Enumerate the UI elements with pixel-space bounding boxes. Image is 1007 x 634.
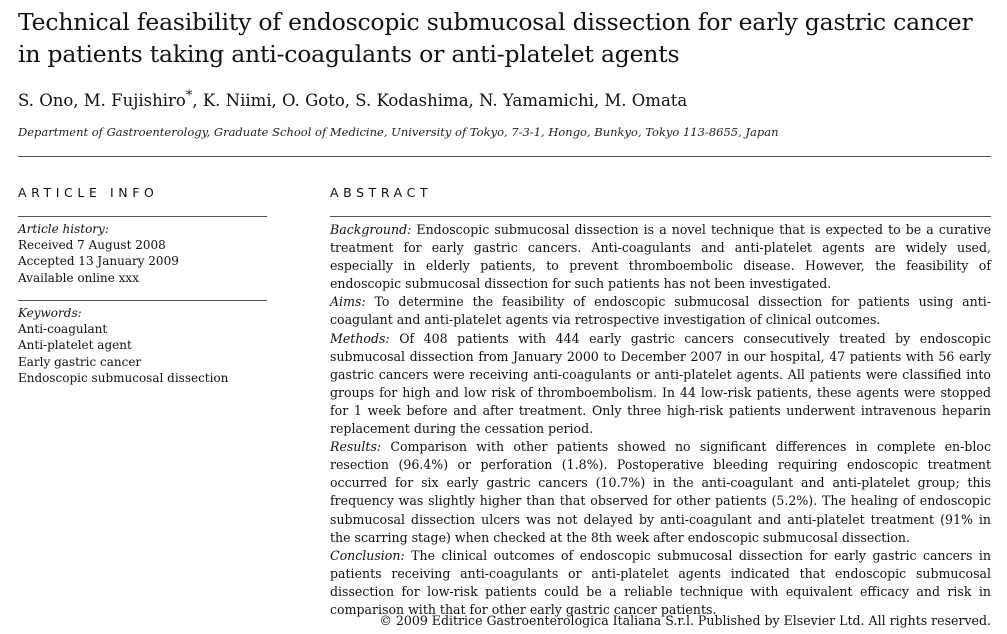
affiliation: Department of Gastroenterology, Graduate School of Medicine, University of Tokyo, 7-3-1, Hongo, Bunkyo, Tokyo 113-8655, Japan [18, 125, 779, 139]
abstract-conclusion-label: Conclusion: [330, 547, 405, 563]
abstract-aims [330, 293, 991, 329]
abstract-heading: ABSTRACT [330, 185, 433, 200]
abstract-aims-text: To determine the feasibility of endoscopic submucosal dissection for patients using anti-coagulant and anti-platelet agents via retrospective investigation of clinical outcomes. [330, 294, 991, 328]
authors-before-star: S. Ono, M. Fujishiro [18, 91, 186, 110]
abstract-background-label: Background: [330, 222, 412, 237]
abstract-conclusion [330, 547, 991, 619]
history-available-online: Available online xxx [18, 270, 139, 285]
keyword-item: Anti-coagulant [18, 322, 108, 337]
abstract-methods [330, 330, 991, 439]
article-history-label: Article history: [18, 222, 109, 236]
keyword-item: Endoscopic submucosal dissection [18, 370, 229, 385]
abstract-divider-top [330, 216, 991, 217]
abstract-background [330, 221, 991, 293]
article-info-divider-keywords [18, 300, 267, 301]
abstract-background-text: Endoscopic submucosal dissection is a novel technique that is expected to be a curative treatment for early gastric cancers. Anti-coagulants and anti-platelet agents are widely used, especially in elderly patients, to prevent thromboembolic disease. However, the feasibility of endoscopic submucosal dissection for such patients has not been investigated. [330, 222, 991, 292]
corresponding-author-star[interactable]: * [185, 88, 193, 104]
copyright-notice: © 2009 Editrice Gastroenterologica Italiana S.r.l. Published by Elsevier Ltd. All rights reserved. [379, 613, 991, 628]
abstract-methods-text: Of 408 patients with 444 early gastric cancers consecutively treated by endoscopic submucosal dissection from January 2000 to December 2007 in our hospital, 47 patients with 56 early gastric cancers were receiving anti-coagulants or anti-platelet agents. All patients were classified into groups for high and low risk of thromboembolism. In 44 low-risk patients, these agents were stopped for 1 week before and after treatment. Only three high-risk patients underwent intravenous heparin replacement during the cessation period. [330, 330, 991, 437]
article-history [18, 221, 268, 286]
author-list [18, 89, 993, 113]
keyword-item: Early gastric cancer [18, 354, 142, 369]
keywords-label: Keywords: [18, 306, 82, 320]
article-info-heading: ARTICLE INFO [18, 185, 159, 200]
history-accepted: Accepted 13 January 2009 [18, 254, 179, 269]
abstract-results-label: Results: [330, 439, 382, 455]
abstract-body [330, 221, 991, 619]
authors-after-star: , K. Niimi, O. Goto, S. Kodashima, N. Yamamichi, M. Omata [192, 91, 688, 110]
header-divider [18, 156, 991, 157]
keywords [18, 305, 268, 386]
abstract-methods-label: Methods: [330, 330, 390, 346]
article-title: Technical feasibility of endoscopic submucosal dissection for early gastric cancer in patients taking anti-coagulants or anti-platelet agents [18, 8, 973, 68]
history-received: Received 7 August 2008 [18, 238, 166, 253]
article-info-divider-top [18, 216, 267, 217]
abstract-results [330, 438, 991, 547]
abstract-aims-label: Aims: [330, 294, 366, 310]
abstract-conclusion-text: The clinical outcomes of endoscopic submucosal dissection for early gastric cancers in patients receiving anti-coagulants or anti-platelet agents indicated that endoscopic submucosal dissection for low-risk patients could be a reliable technique with equivalent efficacy and risk in comparison with that for other early gastric cancer patients. [330, 547, 991, 617]
keyword-item: Anti-platelet agent [18, 338, 132, 353]
abstract-results-text: Comparison with other patients showed no significant differences in complete en-bloc resection (96.4%) or perforation (1.8%). Postoperative bleeding requiring endoscopic treatment occurred for six early gastric cancers (10.7%) in the anti-coagulant and anti-platelet group; this frequency was slightly higher than that observed for other patients (5.2%). The healing of endoscopic submucosal dissection ulcers was not delayed by anti-coagulant and anti-platelet treatment (91% in the scarring stage) when checked at the 8th week after endoscopic submucosal dissection. [330, 439, 991, 545]
